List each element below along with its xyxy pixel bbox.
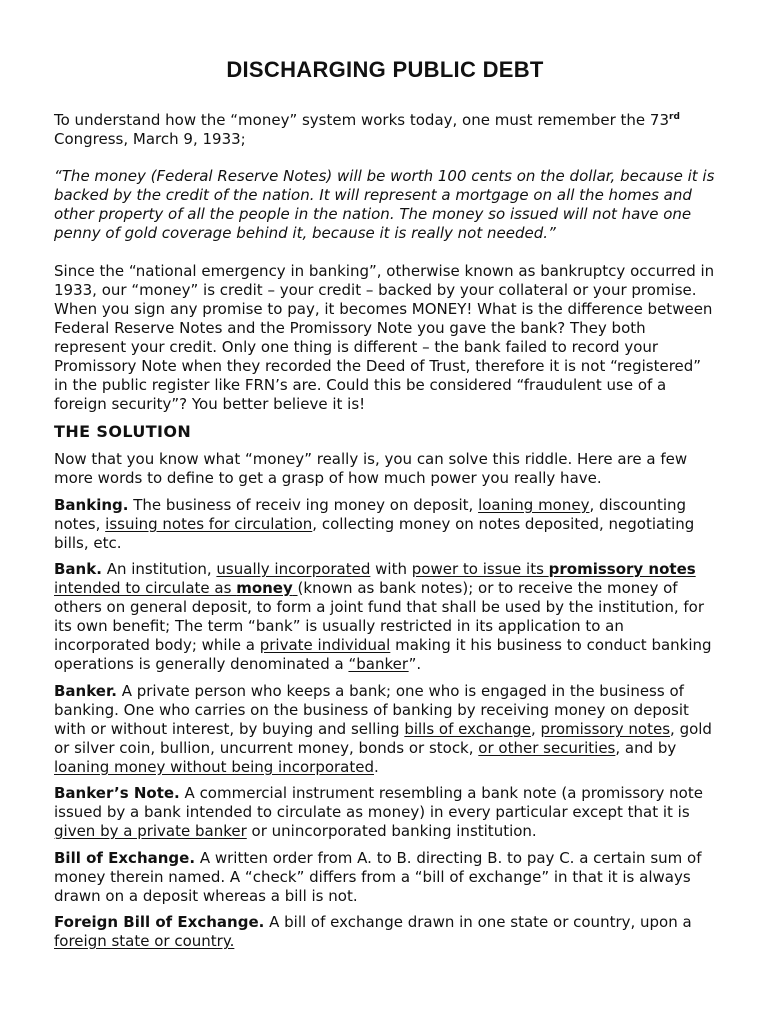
- solution-heading: THE SOLUTION: [54, 422, 192, 441]
- intro-text-continued: Congress, March 9, 1933;: [54, 130, 246, 148]
- congress-quote: “The money (Federal Reserve Notes) will be worth 100 cents on the dollar, because it is backed by the credit of the nation. It will represent a mortgage on all the homes and other property of all the people in the nation. The money so issued will not have one penny of gold coverage behind it, because it is really not needed.”: [54, 167, 715, 242]
- definition-text: An institution,: [101, 560, 217, 578]
- definition-text: ,: [530, 720, 541, 738]
- underlined-phrase: promissory notes: [540, 720, 671, 738]
- underlined-bold-text: promissory notes: [548, 560, 696, 578]
- definition-banking: [54, 496, 716, 553]
- definition-banker: [54, 682, 716, 777]
- underlined-phrase: “banker: [348, 655, 409, 673]
- term-foreign-bill-of-exchange: Foreign Bill of Exchange.: [54, 913, 265, 931]
- intro-paragraph: [54, 111, 716, 149]
- definition-text: or unincorporated banking institution.: [246, 822, 537, 840]
- definition-bankers-note: [54, 784, 716, 841]
- definition-text: , collecting money on notes deposited, negotiating bills, etc.: [54, 515, 695, 552]
- underlined-phrase: given by a private banker: [54, 822, 247, 840]
- underlined-phrase: loaning money without being incorporated: [54, 758, 375, 776]
- definition-text: The business of receiv ing money on deposit,: [128, 496, 479, 514]
- definition-text: , gold or silver coin, bullion, uncurrent money, bonds or stock,: [54, 720, 712, 757]
- underlined-phrase: usually incorporated: [216, 560, 371, 578]
- term-bill-of-exchange: Bill of Exchange.: [54, 849, 196, 867]
- definition-text: A bill of exchange drawn in one state or country, upon a: [264, 913, 692, 931]
- definition-text: ”.: [408, 655, 422, 673]
- definition-text: A private person who keeps a bank; one who is engaged in the business of banking. One who carries on the business of banking by receiving money on deposit with or without interest, by buying and selling: [54, 682, 689, 738]
- definition-foreign-bill-of-exchange: [54, 913, 716, 951]
- underlined-phrase: or other securities: [478, 739, 616, 757]
- definition-text: , discounting notes,: [54, 496, 687, 533]
- intro-text: To understand how the “money” system works today, one must remember the 73: [54, 111, 669, 129]
- underlined-phrase: bills of exchange: [404, 720, 531, 738]
- term-banker: Banker.: [54, 682, 117, 700]
- definition-text: making it his business to conduct banking operations is generally denominated a: [54, 636, 712, 673]
- definition-bank: [54, 560, 716, 674]
- definition-text: A commercial instrument resembling a bank note (a promissory note issued by a bank intended to circulate as money) in every particular except that it is: [54, 784, 703, 821]
- term-bankers-note: Banker’s Note.: [54, 784, 180, 802]
- definition-text: (known as bank notes); or to receive the money of others on general deposit, to form a joint fund that shall be used by the institution, for its own benefit; The term “bank” is usually restricted in its application to an incorporated body; while a: [54, 579, 704, 654]
- now-paragraph: Now that you know what “money” really is, you can solve this riddle. Here are a few more words to define to get a grasp of how much power you really have.: [54, 450, 688, 487]
- definition-bill-of-exchange: [54, 849, 716, 906]
- since-paragraph: Since the “national emergency in banking”, otherwise known as bankruptcy occurred in 1933, our “money” is credit – your credit – backed by your collateral or your promise. When you sign any promise to pay, it becomes MONEY! What is the difference between Federal Reserve Notes and the Promissory Note you gave the bank? They both represent your credit. Only one thing is different – the bank failed to record your Promissory Note when they recorded the Deed of Trust, therefore it is not “registered” in the public register like FRN’s are. Could this be considered “fraudulent use of a foreign security”? You better believe it is!: [54, 262, 715, 413]
- underlined-phrase: loaning money: [478, 496, 590, 514]
- page-title: DISCHARGING PUBLIC DEBT: [226, 57, 544, 82]
- underlined-phrase: issuing notes for circulation: [105, 515, 313, 533]
- definition-text: with: [370, 560, 412, 578]
- underlined-phrase: private individual: [259, 636, 391, 654]
- definition-text: A written order from A. to B. directing B. to pay C. a certain sum of money therein named. A “check” differs from a “bill of exchange” in that it is always drawn on a deposit whereas a bill is not.: [54, 849, 702, 905]
- underlined-text: intended to circulate as: [54, 579, 237, 597]
- underlined-text: power to issue its: [411, 560, 549, 578]
- definition-text: .: [374, 758, 379, 776]
- underlined-bold-text: money: [236, 579, 293, 597]
- ordinal-superscript: rd: [669, 112, 680, 122]
- underlined-phrase: foreign state or country.: [54, 932, 235, 950]
- term-banking: Banking.: [54, 496, 129, 514]
- term-bank: Bank.: [54, 560, 102, 578]
- definition-text: , and by: [615, 739, 677, 757]
